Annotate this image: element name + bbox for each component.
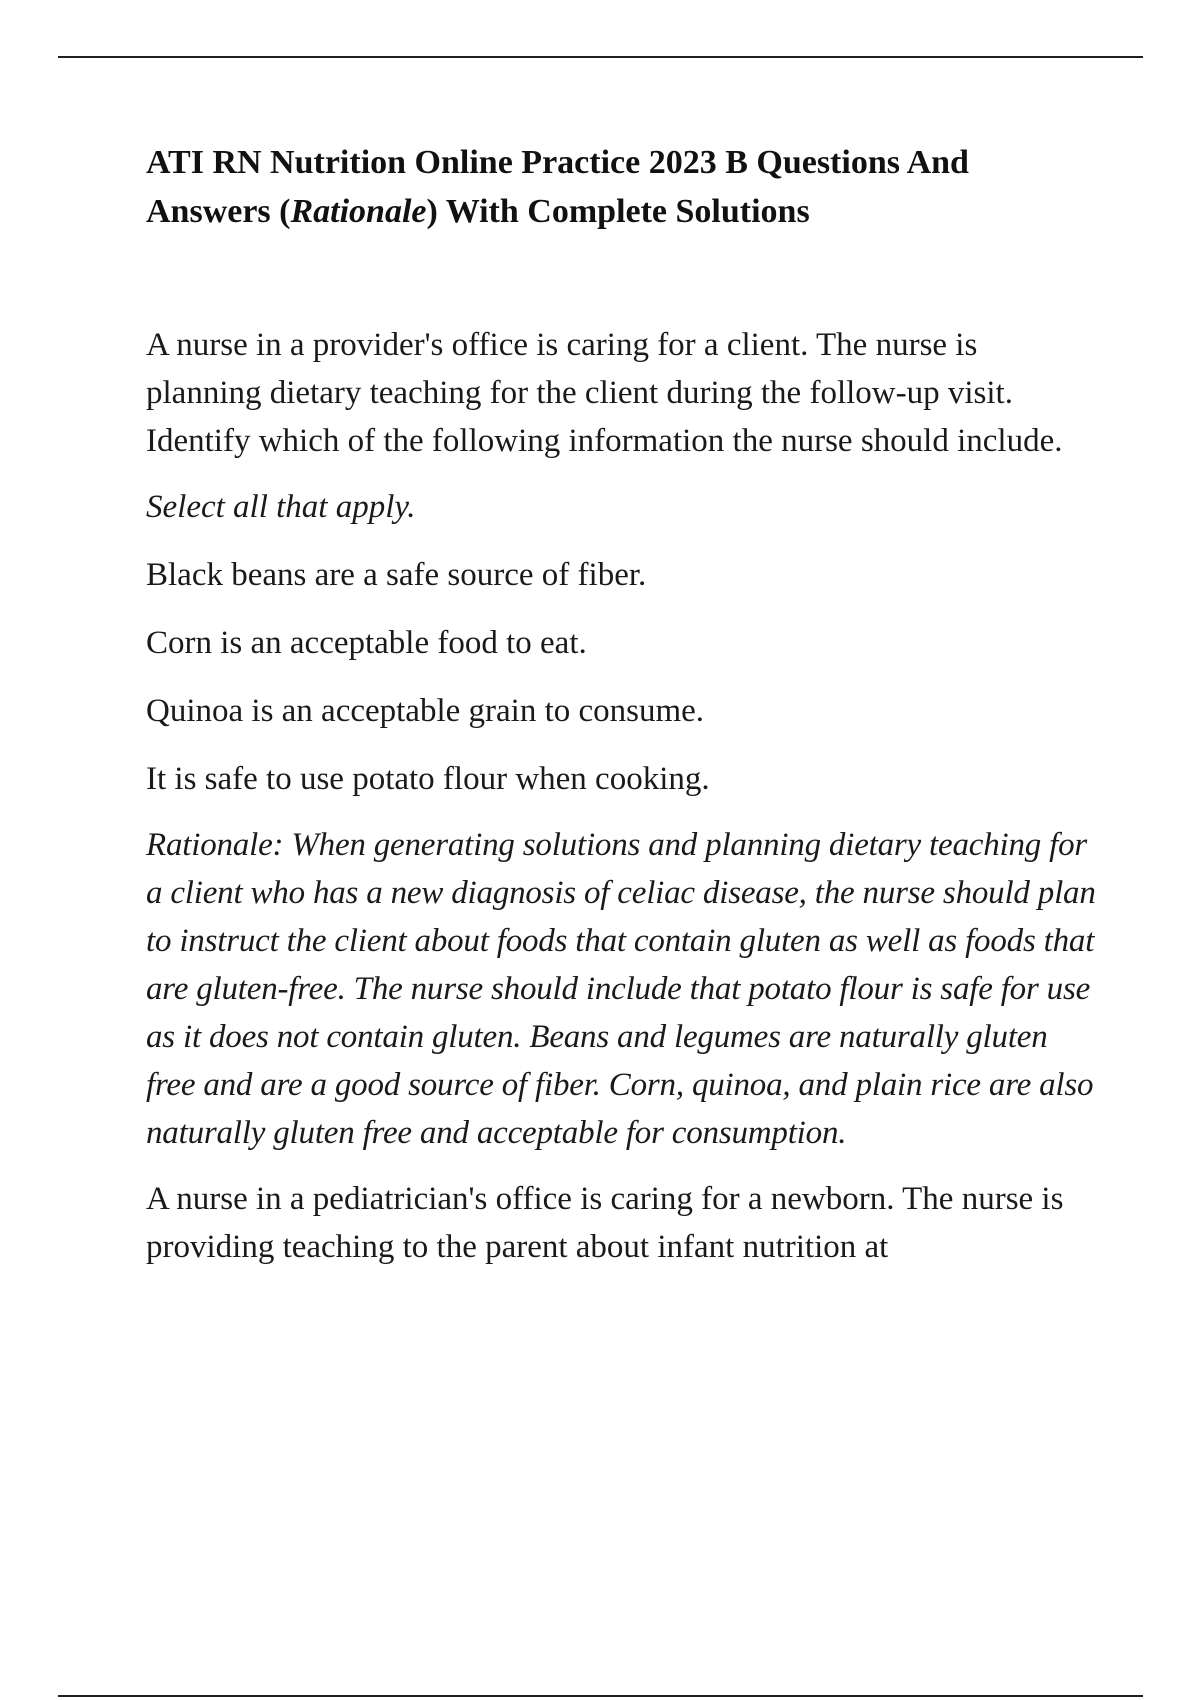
top-rule bbox=[58, 56, 1143, 58]
title-text-start: ATI RN Nutrition Online Practice 2023 B Questions And Answers ( bbox=[146, 144, 969, 230]
bottom-rule bbox=[58, 1695, 1143, 1697]
answer-option: It is safe to use potato flour when cooking. bbox=[146, 761, 710, 797]
title-text-end: ) With Complete Solutions bbox=[426, 193, 810, 230]
answer-option: Quinoa is an acceptable grain to consume. bbox=[146, 693, 705, 729]
answer-option: Black beans are a safe source of fiber. bbox=[146, 557, 647, 593]
question-1-options bbox=[146, 551, 1096, 803]
question-1-rationale: Rationale: When generating solutions and planning dietary teaching for a client who has a new diagnosis of celiac disease, the nurse should plan to instruct the client about foods that contain gluten as well as foods that are gluten-free. The nurse should include that potato flour is safe for use as it does not contain gluten. Beans and legumes are naturally gluten free and are a good source of fiber. Corn, quinoa, and plain rice are also naturally gluten free and acceptable for consumption. bbox=[146, 827, 1096, 1151]
answer-option: Corn is an acceptable food to eat. bbox=[146, 625, 587, 661]
title-italic-word: Rationale bbox=[290, 193, 427, 230]
document-body bbox=[146, 138, 1096, 1271]
question-1-instruction: Select all that apply. bbox=[146, 489, 416, 525]
question-2-text: A nurse in a pediatrician's office is caring for a newborn. The nurse is providing teaching to the parent about infant nutrition at bbox=[146, 1181, 1064, 1265]
document-title bbox=[146, 138, 1096, 236]
question-1-text: A nurse in a provider's office is caring for a client. The nurse is planning dietary teaching for the client during the follow-up visit. Identify which of the following information the nurse should include. bbox=[146, 327, 1063, 459]
